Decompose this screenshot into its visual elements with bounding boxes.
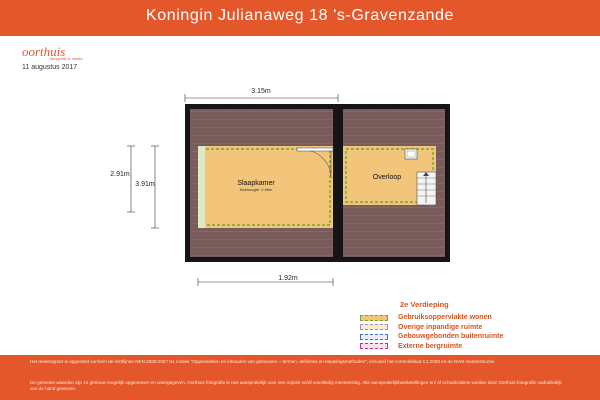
legend-label: Overige inpandige ruimte	[398, 323, 483, 331]
roof-knee-left	[190, 146, 198, 228]
legend	[360, 300, 580, 351]
bedroom-left-strip	[198, 146, 205, 228]
footer-bar	[0, 355, 600, 400]
legend-swatch-wonen	[360, 315, 388, 321]
roof-slope-right-top	[343, 109, 445, 146]
roof-knee-right	[436, 146, 445, 228]
logo-tagline: fotografie & media	[50, 56, 83, 61]
room-note-slaapkamer: Nokhoogte: 2.66m	[239, 187, 273, 192]
dimension-bottom-width	[198, 275, 333, 286]
legend-label: Gebouwgebonden buitenruimte	[398, 333, 504, 341]
legend-item	[360, 332, 580, 342]
roof-slope-right-bottom	[343, 228, 445, 257]
legend-label: Gebruiksoppervlakte wonen	[398, 314, 492, 322]
dim-label-left-outer: 3.91m	[135, 181, 155, 188]
room-label-slaapkamer: Slaapkamer	[237, 180, 275, 187]
dimension-left-outer	[135, 146, 159, 228]
staircase	[417, 172, 436, 205]
legend-swatch-bergruimte	[360, 343, 388, 349]
roof-slope-left-bottom	[190, 228, 333, 257]
legend-swatch-overige	[360, 324, 388, 330]
room-label-overloop: Overloop	[372, 174, 402, 181]
logo-text: oorthuis	[22, 44, 66, 59]
dim-label-top-width: 3.15m	[251, 88, 271, 95]
dim-label-bottom-width: 1.92m	[278, 275, 298, 282]
legend-item	[360, 313, 580, 323]
roof-slope-left-top	[190, 109, 333, 146]
dim-label-left-inner: 2.91m	[110, 171, 130, 178]
legend-item	[360, 323, 580, 333]
page-title: Koningin Julianaweg 18 's-Gravenzande	[145, 7, 455, 24]
dimension-left-inner	[110, 146, 135, 212]
footer-disclaimer-2: De gemeten waarden zijn zo getrouw mogelijk opgenomen en weergegeven. Oorthuis fotografie is niet aansprakelijk voor een onjuist en/of onvolledig meetverslag. Alle aansprakelijkheidsstellingen en/ of schadeclaims worden door Oorthuis fotografie nadrukkelijk van de hand gewezen.	[30, 380, 562, 391]
door-bedroom	[297, 148, 333, 151]
dimension-top-width	[185, 88, 338, 102]
overloop-roof-strip	[343, 205, 436, 228]
legend-swatch-buitenruimte	[360, 334, 388, 340]
legend-item	[360, 342, 580, 352]
report-date: 11 augustus 2017	[22, 64, 78, 71]
hatch-icon	[405, 149, 417, 159]
partition-wall	[333, 104, 343, 262]
legend-label: Externe bergruimte	[398, 342, 463, 350]
legend-title: 2e Verdieping	[400, 300, 449, 309]
footer-disclaimer-1: Het meetrapport is opgesteld conform de richtlijnen NEN 2580:2007 NL inzake "Oppervlakten en inhouden van gebouwen – termen, definities en bepalingsmethoden", inclusief het correctieblad C1:2008 en de NVM meetinstructie.	[30, 359, 496, 364]
